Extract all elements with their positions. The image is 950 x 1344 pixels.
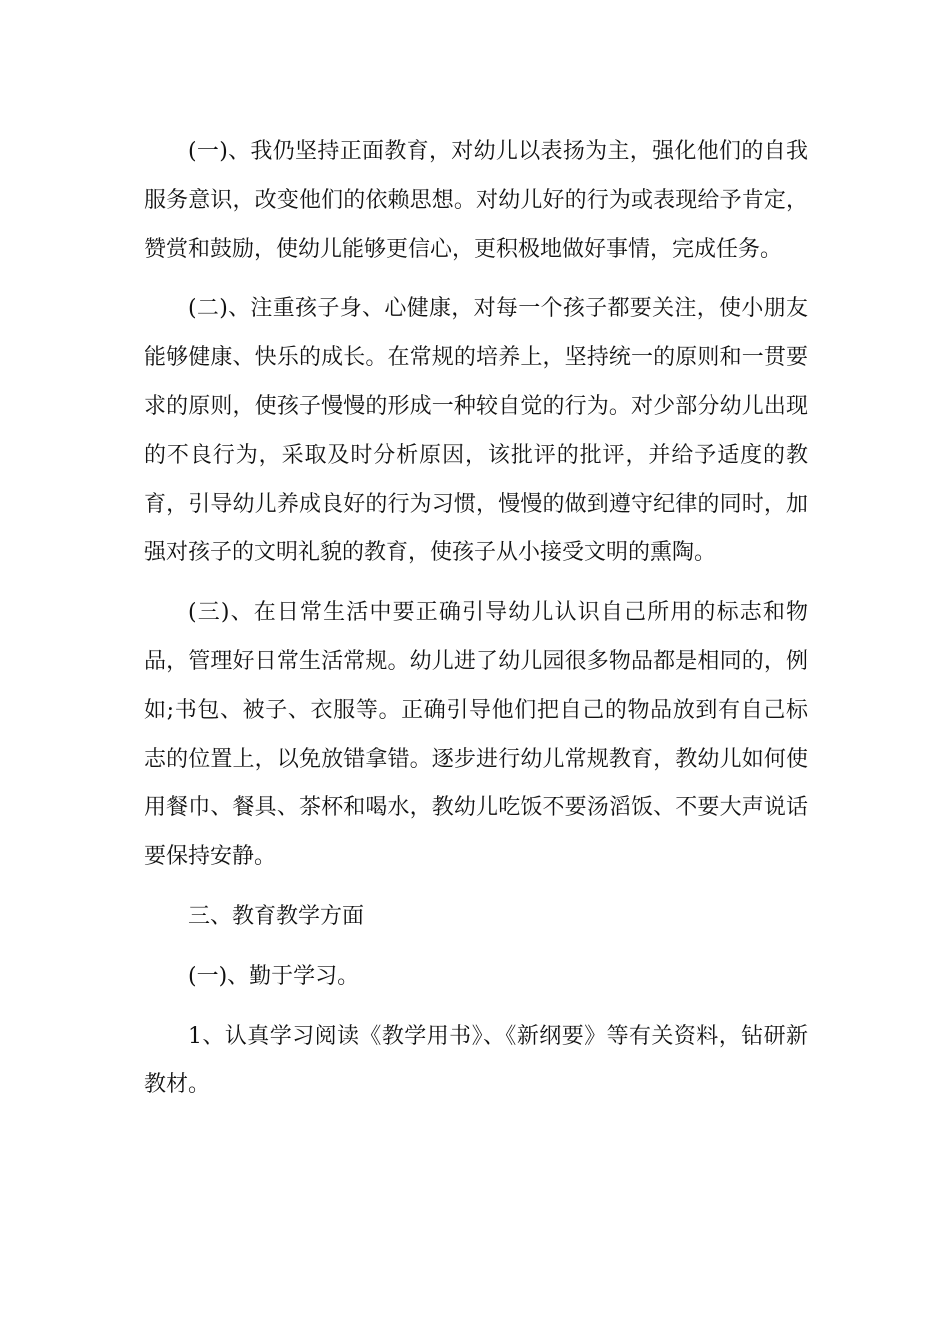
paragraph-positive-education: (一)、我仍坚持正面教育，对幼儿以表扬为主，强化他们的自我服务意识，改变他们的依赖思想。对幼儿好的行为或表现给予肯定，赞赏和鼓励，使幼儿能够更信心，更积极地做好事情，完成任务。: [144, 139, 808, 262]
paragraph-study-materials: 1、认真学习阅读《教学用书》、《新纲要》等有关资料，钻研新教材。: [144, 1023, 808, 1098]
paragraph-daily-life-guidance: (三)、在日常生活中要正确引导幼儿认识自己所用的标志和物品，管理好日常生活常规。幼儿进了幼儿园很多物品都是相同的，例如;书包、被子、衣服等。正确引导他们把自己的物品放到有自己标志的位置上，以免放错拿错。逐步进行幼儿常规教育，教幼儿如何使用餐巾、餐具、茶杯和喝水，教幼儿吃饭不要汤滔饭、不要大声说话要保持安静。: [144, 600, 808, 870]
paragraph-health-and-routine: (二)、注重孩子身、心健康，对每一个孩子都要关注，使小朋友能够健康、快乐的成长。在常规的培养上，坚持统一的原则和一贯要求的原则，使孩子慢慢的形成一种较自觉的行为。对少部分幼儿出现的不良行为，采取及时分析原因，该批评的批评，并给予适度的教育，引导幼儿养成良好的行为习惯，慢慢的做到遵守纪律的同时，加强对孩子的文明礼貌的教育，使孩子从小接受文明的熏陶。: [144, 296, 808, 566]
subsection-heading-study: (一)、勤于学习。: [188, 963, 360, 989]
section-heading-teaching: 三、教育教学方面: [188, 903, 365, 929]
document-body: [144, 128, 808, 1121]
